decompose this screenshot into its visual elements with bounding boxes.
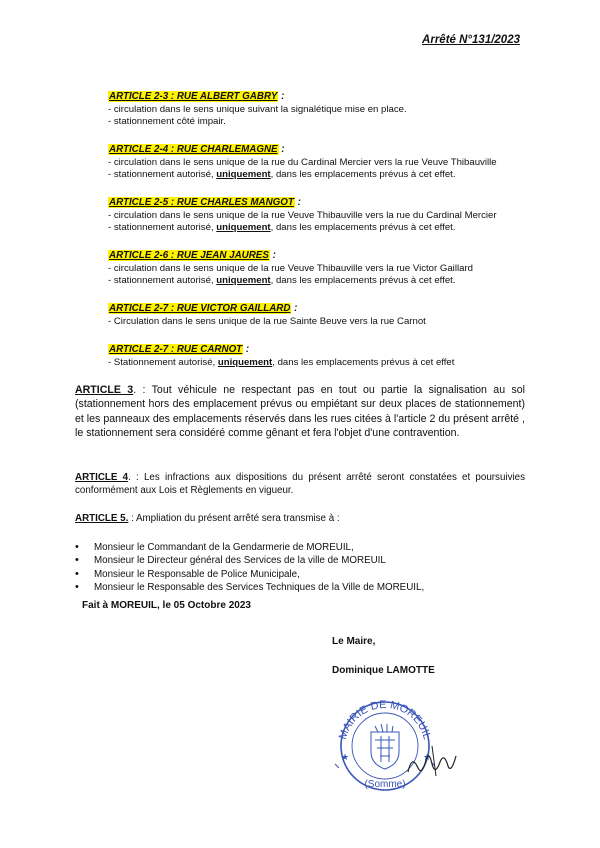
article-5 — [75, 512, 525, 525]
recipients-list — [75, 541, 424, 595]
article-2-6 — [108, 250, 548, 288]
line-text: - Stationnement autorisé, — [108, 356, 218, 368]
article-line — [108, 357, 548, 370]
line-text: , dans les emplacements prévus à cet effet. — [270, 169, 456, 180]
article-title: ARTICLE 2-7 : RUE CARNOT : — [109, 344, 250, 355]
line-text: - stationnement autorisé, — [108, 275, 217, 286]
article-3-text: . : Tout véhicule ne respectant pas en tout ou partie la signalisation au sol (stationnement hors des emplacement prévus ou empiétant sur deux places de stationnement) et les panneaux des emplacements réservés dans les rues citées à l'article 2 du présent arrêté , le stationnement sera considéré comme gênant et fera l'objet d'une contravention. — [75, 384, 526, 440]
article-line — [108, 169, 548, 182]
article-lines — [108, 263, 548, 288]
line-text: - stationnement autorisé, — [108, 169, 217, 180]
article-3-label: ARTICLE 3 — [75, 384, 134, 396]
article-5-label: ARTICLE 5. — [75, 513, 129, 524]
list-item: • Monsieur le Responsable des Services Techniques de la Ville de MOREUIL, — [75, 581, 424, 594]
article-lines — [108, 210, 548, 235]
article-lines — [108, 357, 548, 370]
article-lines — [108, 316, 548, 329]
emphasis-uniquement: uniquement — [216, 222, 271, 233]
article-5-text: : Ampliation du présent arrêté sera transmise à : — [128, 513, 340, 524]
article-title: ARTICLE 2-6 : RUE JEAN JAURES : — [109, 250, 276, 261]
place-and-date: Fait à MOREUIL, le 05 Octobre 2023 — [82, 600, 251, 611]
emphasis-uniquement: uniquement — [217, 356, 273, 368]
handwritten-signature — [402, 742, 460, 782]
article-4-text: . : Les infractions aux dispositions du présent arrêté seront constatées et poursuivies conformément aux Lois et Règlements en vigueur. — [75, 472, 525, 496]
line-text: - circulation dans le sens unique de la rue du Cardinal Mercier vers la rue Veuve Thibauville — [108, 156, 497, 168]
list-item: • Monsieur le Responsable de Police Municipale, — [75, 568, 424, 581]
article-2-7-carnot — [108, 344, 548, 369]
decree-reference: Arrêté N°131/2023 — [422, 34, 520, 46]
article-2-3 — [108, 91, 548, 129]
article-line — [108, 157, 548, 170]
line-text: - stationnement côté impair. — [108, 116, 226, 127]
line-text: , dans les emplacements prévus à cet effet. — [270, 275, 456, 286]
article-line — [108, 316, 548, 329]
article-4 — [75, 471, 525, 497]
article-line — [108, 222, 548, 235]
emphasis-uniquement: uniquement — [216, 169, 271, 180]
coat-of-arms-icon — [371, 724, 399, 769]
line-text: - circulation dans le sens unique suivant la signalétique mise en place. — [108, 103, 407, 115]
seal-bottom-text: (Somme) — [364, 779, 406, 790]
line-text: , dans les emplacements prévus à cet effet — [272, 356, 455, 368]
article-2-4 — [108, 144, 548, 182]
line-text: , dans les emplacements prévus à cet effet. — [270, 222, 456, 233]
svg-text:★: ★ — [341, 752, 350, 762]
emphasis-uniquement: uniquement — [216, 275, 271, 286]
line-text: - stationnement autorisé, — [108, 222, 217, 233]
article-lines — [108, 104, 548, 129]
signatory-name: Dominique LAMOTTE — [332, 665, 435, 676]
article-title: ARTICLE 2-7 : RUE VICTOR GAILLARD : — [109, 303, 298, 314]
article-title: ARTICLE 2-4 : RUE CHARLEMAGNE : — [109, 144, 285, 155]
article-3 — [75, 383, 525, 441]
signatory-title: Le Maire, — [332, 636, 376, 647]
article-line — [108, 275, 548, 288]
line-text: - circulation dans le sens unique de la rue Veuve Thibauville vers la rue du Cardinal Mercier — [108, 209, 497, 221]
list-item: • Monsieur le Directeur général des Services de la ville de MOREUIL — [75, 554, 424, 567]
article-line — [108, 116, 548, 129]
article-lines — [108, 157, 548, 182]
article-2-7-victor-gaillard — [108, 303, 548, 328]
line-text: - Circulation dans le sens unique de la rue Sainte Beuve vers la rue Carnot — [108, 315, 426, 327]
line-text: - circulation dans le sens unique de la rue Veuve Thibauville vers la rue Victor Gaillard — [108, 262, 473, 274]
list-item: • Monsieur le Commandant de la Gendarmerie de MOREUIL, — [75, 541, 424, 554]
article-line — [108, 104, 548, 117]
article-title: ARTICLE 2-3 : RUE ALBERT GABRY : — [109, 91, 285, 102]
seal-top-text: MAIRIE DE MOREUIL — [336, 698, 433, 741]
article-line — [108, 263, 548, 276]
article-4-label: ARTICLE 4 — [75, 472, 129, 483]
article-line — [108, 210, 548, 223]
svg-text:★: ★ — [423, 752, 432, 762]
article-title: ARTICLE 2-5 : RUE CHARLES MANGOT : — [109, 197, 301, 208]
article-2-5 — [108, 197, 548, 235]
